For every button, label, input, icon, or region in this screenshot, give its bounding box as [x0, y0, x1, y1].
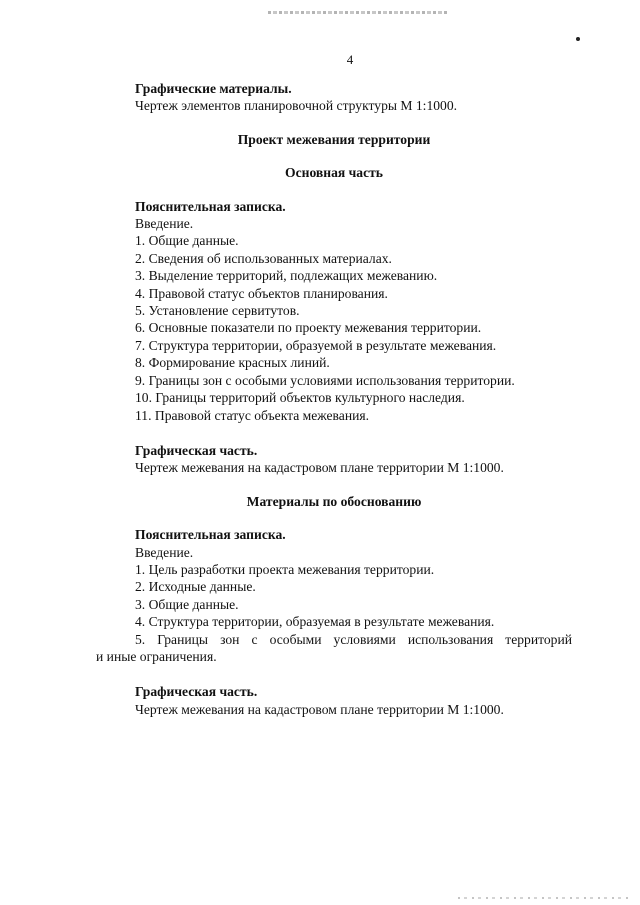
list-item: 6. Основные показатели по проекту межевания территории.	[135, 320, 482, 336]
document-body	[96, 80, 572, 718]
graphic-materials-item: Чертеж элементов планировочной структуры М 1:1000.	[135, 98, 458, 114]
list-item-justified: 5. Границы зон с особыми условиями использования территорий	[135, 631, 572, 647]
list-item: 10. Границы территорий объектов культурного наследия.	[135, 390, 465, 406]
scan-artifact-bottom	[458, 897, 630, 899]
list-item: 4. Правовой статус объектов планирования.	[135, 285, 388, 301]
main-intro: Введение.	[135, 216, 194, 232]
list-item: 8. Формирование красных линий.	[135, 355, 330, 371]
main-note-heading: Пояснительная записка.	[135, 198, 286, 214]
justification-graphic-heading: Графическая часть.	[135, 684, 258, 700]
list-item: 2. Исходные данные.	[135, 579, 256, 595]
main-part-title: Основная часть	[285, 165, 383, 181]
list-item: 5. Установление сервитутов.	[135, 303, 300, 319]
list-item: 1. Цель разработки проекта межевания территории.	[135, 561, 435, 577]
project-title: Проект межевания территории	[237, 131, 431, 147]
list-item: 1. Общие данные.	[135, 233, 239, 249]
justification-note-heading: Пояснительная записка.	[135, 527, 286, 543]
main-graphic-heading: Графическая часть.	[135, 442, 258, 458]
scan-artifact-top	[268, 11, 448, 14]
justification-intro: Введение.	[135, 544, 194, 560]
page-number: 4	[346, 52, 354, 67]
main-graphic-item: Чертеж межевания на кадастровом плане территории М 1:1000.	[135, 460, 504, 476]
list-item: 3. Общие данные.	[135, 596, 239, 612]
list-item: 2. Сведения об использованных материалах.	[135, 250, 392, 266]
list-item: 11. Правовой статус объекта межевания.	[135, 407, 370, 423]
justification-title: Материалы по обоснованию	[246, 493, 422, 509]
scan-artifact-dot	[576, 37, 580, 41]
list-item: 7. Структура территории, образуемой в результате межевания.	[135, 337, 497, 353]
justification-graphic-item: Чертеж межевания на кадастровом плане территории М 1:1000.	[135, 701, 504, 717]
list-item-continuation: и иные ограничения.	[96, 648, 217, 664]
list-item: 4. Структура территории, образуемая в результате межевания.	[135, 614, 495, 630]
list-item: 3. Выделение территорий, подлежащих межеванию.	[135, 268, 438, 284]
graphic-materials-heading: Графические материалы.	[135, 81, 292, 96]
list-item: 9. Границы зон с особыми условиями использования территории.	[135, 372, 515, 388]
